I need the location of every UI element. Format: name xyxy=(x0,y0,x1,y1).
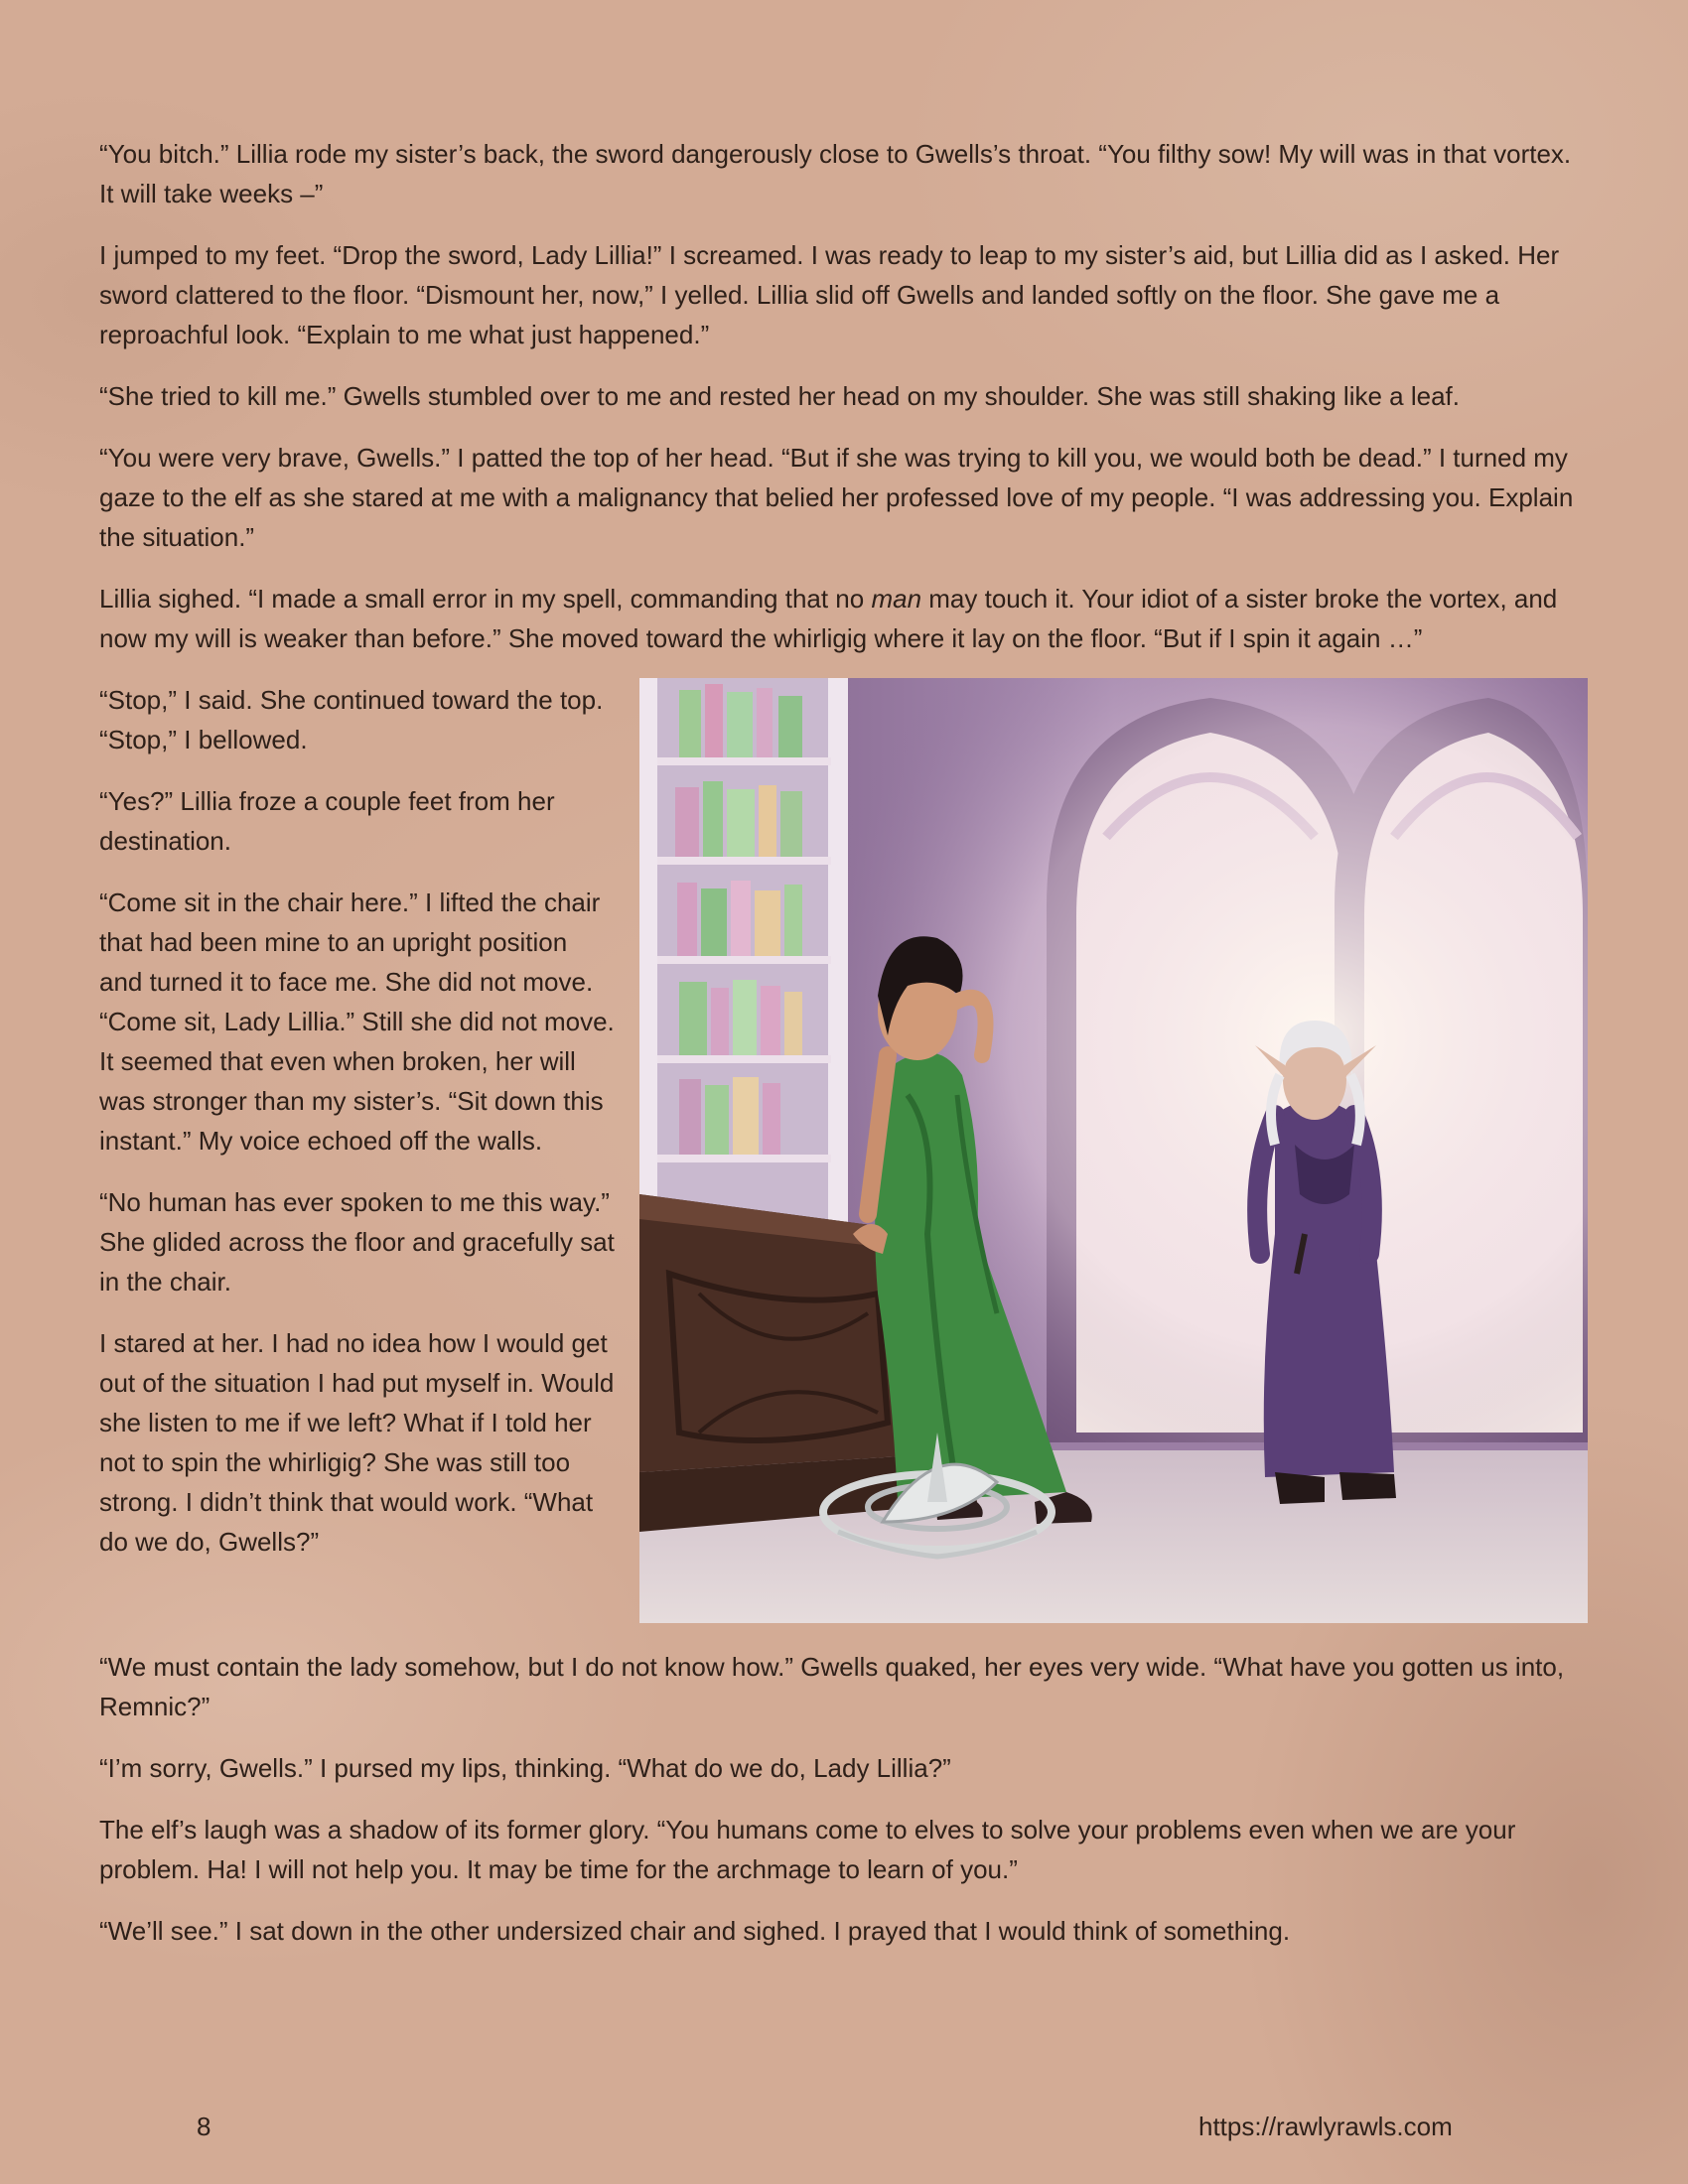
library-scene-illustration xyxy=(639,678,1588,1623)
paragraph: “She tried to kill me.” Gwells stumbled over to me and rested her head on my shoulder. She was still shaking like a leaf. xyxy=(99,381,1460,411)
paragraph: “No human has ever spoken to me this way.” She glided across the floor and gracefully sat in the chair. xyxy=(99,1187,615,1297)
wrapped-column xyxy=(99,680,616,1562)
story-illustration xyxy=(639,678,1588,1623)
paragraph: “You bitch.” Lillia rode my sister’s back, the sword dangerously close to Gwells’s throat. “You filthy sow! My will was in that vortex. It will take weeks –” xyxy=(99,139,1572,208)
bookshelf xyxy=(639,678,848,1234)
page-number: 8 xyxy=(197,2112,211,2141)
paragraph: “You were very brave, Gwells.” I patted the top of her head. “But if she was trying to kill you, we would both be dead.” I turned my gaze to the elf as she stared at me with a malignancy that belied her professed love of my people. “I was addressing you. Explain the situation.” xyxy=(99,443,1574,552)
paragraph: “I’m sorry, Gwells.” I pursed my lips, thinking. “What do we do, Lady Lillia?” xyxy=(99,1753,951,1783)
text-image-wrap xyxy=(99,680,1589,1625)
emphasis-text: man xyxy=(871,584,922,614)
text-span: Lillia sighed. “I made a small error in my spell, commanding that no xyxy=(99,584,872,614)
footer-url-link[interactable]: https://rawlyrawls.com xyxy=(1198,2112,1453,2141)
text-span: may touch it. Your idiot of a sister broke the vortex, and now my will is weaker than before.” She moved toward the whirligig where it lay on the floor. “But if I spin it again …” xyxy=(99,584,1558,653)
paragraph: The elf’s laugh was a shadow of its former glory. “You humans come to elves to solve your problems even when we are your problem. Ha! I will not help you. It may be time for the archmage to learn of you.” xyxy=(99,1815,1516,1884)
paragraph: I jumped to my feet. “Drop the sword, Lady Lillia!” I screamed. I was ready to leap to my sister’s aid, but Lillia did as I asked. Her sword clattered to the floor. “Dismount her, now,” I yelled. Lillia slid off Gwells and landed softly on the floor. She gave me a reproachful look. “Explain to me what just happened.” xyxy=(99,240,1560,349)
paragraph: “We must contain the lady somehow, but I do not know how.” Gwells quaked, her eyes very wide. “What have you gotten us into, Remnic?” xyxy=(99,1652,1565,1721)
paragraph: “We’ll see.” I sat down in the other undersized chair and sighed. I prayed that I would think of something. xyxy=(99,1916,1291,1946)
paragraph: “Yes?” Lillia froze a couple feet from her destination. xyxy=(99,786,555,856)
page-content xyxy=(99,134,1589,1973)
paragraph: “Come sit in the chair here.” I lifted the chair that had been mine to an upright position and turned it to face me. She did not move. “Come sit, Lady Lillia.” Still she did not move. It seemed that even when broken, her will was stronger than my sister’s. “Sit down this instant.” My voice echoed off the walls. xyxy=(99,887,615,1156)
paragraph-with-emphasis xyxy=(99,579,1589,658)
paragraph: “Stop,” I said. She continued toward the top. “Stop,” I bellowed. xyxy=(99,685,604,754)
paragraph: I stared at her. I had no idea how I would get out of the situation I had put myself in. Would she listen to me if we left? What if I told her not to spin the whirligig? She was still too strong. I didn’t think that would work. “What do we do, Gwells?” xyxy=(99,1328,615,1557)
